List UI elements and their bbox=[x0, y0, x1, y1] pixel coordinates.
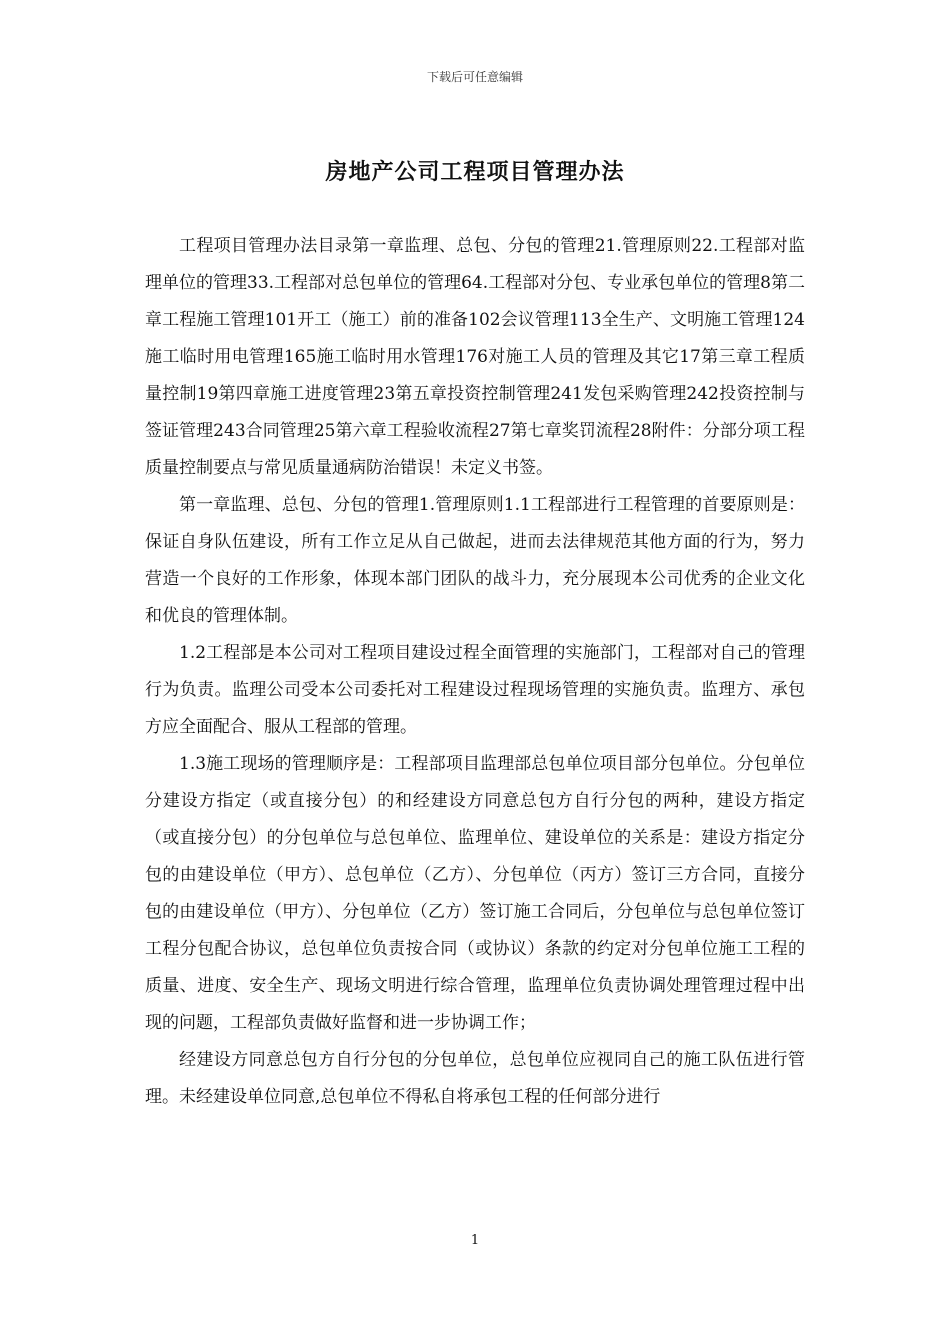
paragraph-section-1-3: 1.3施工现场的管理顺序是：工程部项目监理部总包单位项目部分包单位。分包单位分建设方指定（或直接分包）的和经建设方同意总包方自行分包的两种，建设方指定（或直接分包）的分包单位与总包单位、监理单位、建设单位的关系是：建设方指定分包的由建设单位（甲方）、总包单位（乙方）、分包单位（丙方）签订三方合同，直接分包的由建设单位（甲方）、分包单位（乙方）签订施工合同后，分包单位与总包单位签订工程分包配合协议，总包单位负责按合同（或协议）条款的约定对分包单位施工工程的质量、进度、安全生产、现场文明进行综合管理，监理单位负责协调处理管理过程中出现的问题，工程部负责做好监督和进一步协调工作； bbox=[145, 754, 805, 1033]
paragraph-chapter-one-principles: 第一章监理、总包、分包的管理1.管理原则1.1工程部进行工程管理的首要原则是：保证自身队伍建设，所有工作立足从自己做起，进而去法律规范其他方面的行为，努力营造一个良好的工作形象，体现本部门团队的战斗力，充分展现本公司优秀的企业文化和优良的管理体制。 bbox=[145, 495, 805, 626]
paragraph-table-of-contents: 工程项目管理办法目录第一章监理、总包、分包的管理21.管理原则22.工程部对监理单位的管理33.工程部对总包单位的管理64.工程部对分包、专业承包单位的管理8第二章工程施工管理101开工（施工）前的准备102会议管理113全生产、文明施工管理124施工临时用电管理165施工临时用水管理176对施工人员的管理及其它17第三章工程质量控制19第四章施工进度管理23第五章投资控制管理241发包采购管理242投资控制与签证管理243合同管理25第六章工程验收流程27第七章奖罚流程28附件：分部分项工程质量控制要点与常见质量通病防治错误！未定义书签。 bbox=[145, 236, 805, 478]
paragraph-self-subcontract: 经建设方同意总包方自行分包的分包单位，总包单位应视同自己的施工队伍进行管理。未经建设单位同意,总包单位不得私自将承包工程的任何部分进行 bbox=[145, 1050, 805, 1107]
paragraph-section-1-2: 1.2工程部是本公司对工程项目建设过程全面管理的实施部门，工程部对自己的管理行为负责。监理公司受本公司委托对工程建设过程现场管理的实施负责。监理方、承包方应全面配合、服从工程部的管理。 bbox=[145, 643, 805, 737]
document-title: 房地产公司工程项目管理办法 bbox=[325, 160, 625, 185]
document-body bbox=[145, 228, 805, 1116]
header-note: 下载后可任意编辑 bbox=[426, 70, 523, 84]
page-number: 1 bbox=[470, 1233, 480, 1248]
